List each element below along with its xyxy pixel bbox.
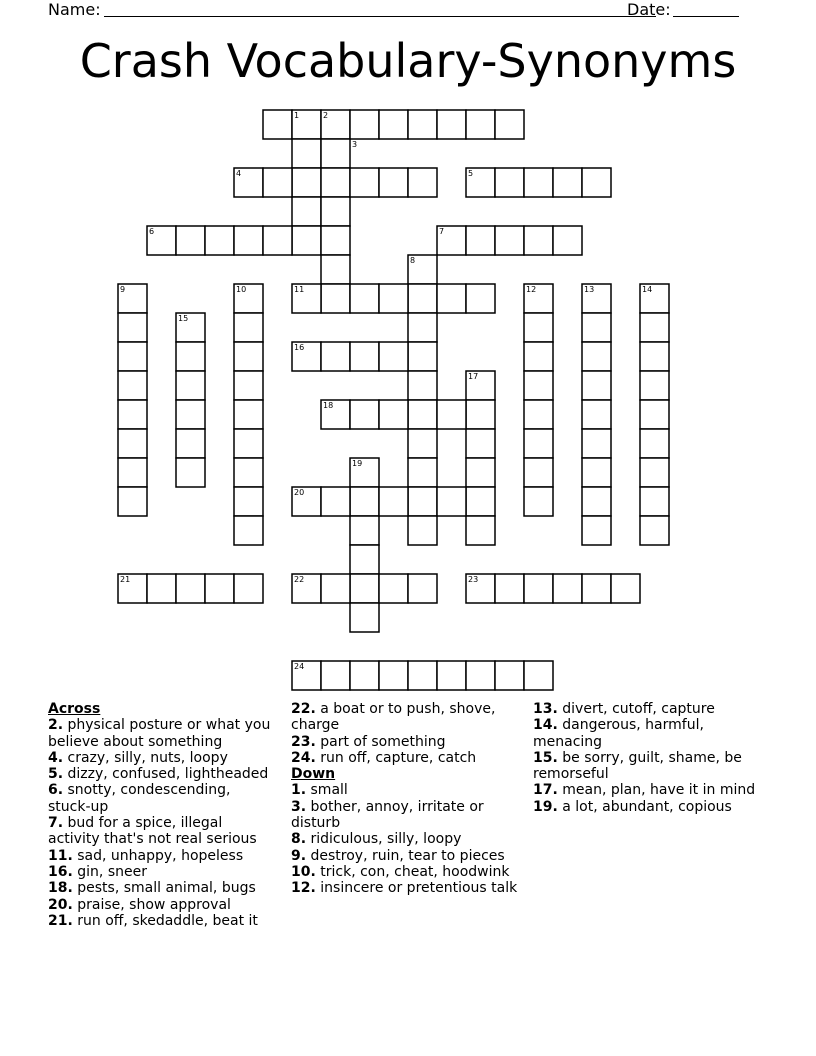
clue-item	[48, 750, 276, 766]
cell-number: 11	[294, 285, 305, 294]
grid-cell[interactable]	[321, 255, 350, 284]
clue-text: be sorry, guilt, shame, be remorseful	[533, 749, 742, 783]
grid-cell[interactable]	[176, 429, 205, 458]
clue-item	[291, 799, 521, 832]
grid-cell[interactable]	[321, 661, 350, 690]
grid-cell[interactable]	[379, 661, 408, 690]
grid-cell[interactable]	[292, 197, 321, 226]
grid-cell[interactable]	[379, 168, 408, 197]
grid-cell[interactable]	[408, 516, 437, 545]
clue-item	[48, 913, 276, 929]
grid-cell[interactable]	[466, 400, 495, 429]
clue-text: part of something	[315, 733, 446, 750]
grid-cell[interactable]	[524, 487, 553, 516]
clue-text: a lot, abundant, copious	[557, 798, 732, 815]
grid-cell[interactable]	[350, 545, 379, 574]
grid-cell[interactable]	[379, 110, 408, 139]
clue-number: 24.	[291, 749, 316, 766]
clue-number: 16.	[48, 863, 73, 880]
grid-cell[interactable]	[466, 429, 495, 458]
grid-cell[interactable]	[408, 284, 437, 313]
across-clue-list-continued	[291, 701, 521, 766]
grid-cell[interactable]	[495, 574, 524, 603]
grid-cell[interactable]	[147, 574, 176, 603]
grid-cell[interactable]	[466, 661, 495, 690]
grid-cell[interactable]	[524, 458, 553, 487]
grid-cell[interactable]	[234, 400, 263, 429]
grid-cell[interactable]	[350, 284, 379, 313]
clue-number: 13.	[533, 701, 558, 717]
clue-item	[48, 815, 276, 848]
clue-item	[48, 864, 276, 880]
cell-number: 2	[323, 111, 329, 120]
page-title: Crash Vocabulary-Synonyms	[79, 34, 737, 88]
grid-cell[interactable]	[234, 226, 263, 255]
grid-cell[interactable]	[495, 110, 524, 139]
grid-cell[interactable]	[321, 342, 350, 371]
grid-cell[interactable]	[524, 226, 553, 255]
clue-text: pests, small animal, bugs	[72, 880, 256, 897]
grid-cell[interactable]	[524, 313, 553, 342]
grid-cell[interactable]	[437, 110, 466, 139]
grid-cell[interactable]	[350, 110, 379, 139]
cell-number: 23	[468, 575, 479, 584]
grid-cell[interactable]	[234, 429, 263, 458]
clue-text: sad, unhappy, hopeless	[72, 847, 244, 864]
grid-cell[interactable]	[205, 574, 234, 603]
clue-item	[533, 782, 773, 798]
grid-cell[interactable]	[118, 458, 147, 487]
grid-cell[interactable]	[321, 284, 350, 313]
clue-number: 3.	[291, 798, 307, 815]
clue-number: 1.	[291, 782, 307, 799]
grid-cell[interactable]	[292, 226, 321, 255]
clue-item	[48, 880, 276, 896]
clue-number: 17.	[533, 782, 558, 799]
grid-cell[interactable]	[524, 168, 553, 197]
grid-cell[interactable]	[640, 487, 669, 516]
grid-cell[interactable]	[408, 429, 437, 458]
grid-cell[interactable]	[176, 400, 205, 429]
grid-cell[interactable]	[321, 487, 350, 516]
grid-cell[interactable]	[263, 110, 292, 139]
clue-item	[291, 750, 521, 766]
grid-cell[interactable]	[379, 574, 408, 603]
grid-cell[interactable]	[292, 168, 321, 197]
grid-cell[interactable]	[466, 458, 495, 487]
grid-cell[interactable]	[495, 168, 524, 197]
grid-cell[interactable]	[408, 110, 437, 139]
cell-number: 8	[410, 256, 416, 265]
clue-text: crazy, silly, nuts, loopy	[63, 749, 228, 766]
clue-text: physical posture or what you believe about something	[48, 717, 271, 750]
grid-cell[interactable]	[350, 661, 379, 690]
grid-cell[interactable]	[437, 400, 466, 429]
down-heading: Down	[291, 766, 336, 783]
cell-number: 5	[468, 169, 474, 178]
clue-number: 15.	[533, 749, 558, 766]
cell-number: 20	[294, 488, 305, 497]
grid-cell[interactable]	[640, 458, 669, 487]
clue-number: 23.	[291, 733, 316, 750]
clue-text: small	[306, 782, 348, 799]
clue-item	[291, 848, 521, 864]
clue-text: mean, plan, have it in mind	[557, 782, 756, 799]
clue-text: run off, capture, catch	[315, 749, 477, 766]
grid-cell[interactable]	[640, 313, 669, 342]
grid-cell[interactable]	[379, 342, 408, 371]
clue-text: dangerous, harmful, menacing	[533, 717, 704, 750]
clues-column-1	[48, 701, 276, 929]
grid-cell[interactable]	[466, 487, 495, 516]
cell-number: 1	[294, 111, 300, 120]
clue-item	[48, 717, 276, 750]
clue-item	[291, 831, 521, 847]
clue-number: 9.	[291, 847, 307, 864]
grid-cell[interactable]	[234, 342, 263, 371]
clue-number: 18.	[48, 880, 73, 897]
grid-cell[interactable]	[321, 574, 350, 603]
clue-item	[291, 734, 521, 750]
clue-item	[291, 880, 521, 896]
cell-number: 22	[294, 575, 305, 584]
clue-text: divert, cutoff, capture	[557, 701, 715, 717]
grid-cell[interactable]	[466, 226, 495, 255]
grid-cell[interactable]	[640, 371, 669, 400]
grid-cell[interactable]	[408, 168, 437, 197]
clue-number: 21.	[48, 912, 73, 929]
grid-cell[interactable]	[118, 429, 147, 458]
grid-cell[interactable]	[582, 429, 611, 458]
grid-cell[interactable]	[582, 400, 611, 429]
grid-cell[interactable]	[118, 313, 147, 342]
grid-cell[interactable]	[408, 371, 437, 400]
grid-cell[interactable]	[437, 661, 466, 690]
grid-cell[interactable]	[582, 574, 611, 603]
cell-number: 4	[236, 169, 242, 178]
grid-cell[interactable]	[466, 516, 495, 545]
grid-cell[interactable]	[350, 168, 379, 197]
grid-cell[interactable]	[553, 168, 582, 197]
grid-cell[interactable]	[350, 516, 379, 545]
clue-text: snotty, condescending, stuck-up	[48, 782, 231, 815]
across-clue-list	[48, 717, 276, 929]
grid-cell[interactable]	[118, 342, 147, 371]
clue-text: bother, annoy, irritate or disturb	[291, 798, 484, 832]
cell-number: 3	[352, 140, 358, 149]
grid-cell[interactable]	[437, 284, 466, 313]
grid-cell[interactable]	[234, 371, 263, 400]
date-label: Date:	[627, 0, 671, 19]
grid-cell[interactable]	[524, 661, 553, 690]
grid-cell[interactable]	[553, 226, 582, 255]
grid-cell[interactable]	[582, 313, 611, 342]
grid-cell[interactable]	[466, 284, 495, 313]
grid-cell[interactable]	[263, 226, 292, 255]
grid-cell[interactable]	[321, 226, 350, 255]
clue-text: bud for a spice, illegal activity that's not real serious	[48, 815, 257, 848]
clue-text: destroy, ruin, tear to pieces	[306, 847, 505, 864]
grid-cell[interactable]	[350, 400, 379, 429]
cell-number: 12	[526, 285, 537, 294]
clue-number: 2.	[48, 717, 64, 734]
grid-cell[interactable]	[350, 574, 379, 603]
cell-number: 21	[120, 575, 131, 584]
grid-cell[interactable]	[379, 400, 408, 429]
clue-item	[533, 717, 773, 750]
cell-number: 14	[642, 285, 653, 294]
clue-text: dizzy, confused, lightheaded	[63, 766, 269, 783]
name-label: Name:	[48, 0, 101, 19]
grid-cell[interactable]	[321, 168, 350, 197]
across-heading: Across	[48, 701, 101, 717]
grid-cell[interactable]	[495, 226, 524, 255]
cell-number: 15	[178, 314, 189, 323]
clue-text: a boat or to push, shove, charge	[291, 701, 496, 734]
clue-item	[48, 897, 276, 913]
clue-item	[48, 848, 276, 864]
grid-cell[interactable]	[118, 487, 147, 516]
clue-number: 8.	[291, 831, 307, 848]
clue-item	[533, 799, 773, 815]
clue-number: 22.	[291, 701, 316, 717]
grid-cell[interactable]	[437, 487, 466, 516]
clue-number: 14.	[533, 717, 558, 734]
grid-cell[interactable]	[611, 574, 640, 603]
grid-cell[interactable]	[321, 139, 350, 168]
grid-cell[interactable]	[524, 429, 553, 458]
clue-text: praise, show approval	[72, 896, 231, 913]
cell-number: 13	[584, 285, 595, 294]
grid-cell[interactable]	[408, 458, 437, 487]
cell-number: 10	[236, 285, 247, 294]
clue-text: gin, sneer	[72, 863, 147, 880]
grid-cell[interactable]	[234, 458, 263, 487]
grid-cell[interactable]	[524, 400, 553, 429]
grid-cell[interactable]	[524, 342, 553, 371]
grid-cell[interactable]	[582, 458, 611, 487]
grid-cell[interactable]	[321, 197, 350, 226]
grid-cell[interactable]	[640, 400, 669, 429]
down-clue-list	[291, 782, 521, 896]
cell-number: 19	[352, 459, 363, 468]
grid-cell[interactable]	[379, 284, 408, 313]
cell-number: 18	[323, 401, 334, 410]
grid-cell[interactable]	[582, 168, 611, 197]
grid-cell[interactable]	[582, 371, 611, 400]
grid-cell[interactable]	[524, 371, 553, 400]
grid-cell[interactable]	[350, 603, 379, 632]
grid-cell[interactable]	[466, 110, 495, 139]
grid-cell[interactable]	[379, 487, 408, 516]
grid-cell[interactable]	[234, 574, 263, 603]
grid-cell[interactable]	[640, 342, 669, 371]
clues-column-3	[533, 701, 773, 815]
grid-cell[interactable]	[408, 487, 437, 516]
clue-item	[533, 701, 773, 717]
clue-text: ridiculous, silly, loopy	[306, 831, 462, 848]
grid-cell[interactable]	[408, 342, 437, 371]
clue-number: 20.	[48, 896, 73, 913]
grid-cell[interactable]	[176, 342, 205, 371]
cell-number: 16	[294, 343, 305, 352]
grid-cell[interactable]	[640, 516, 669, 545]
cell-number: 24	[294, 662, 305, 671]
grid-cell[interactable]	[524, 574, 553, 603]
grid-cell[interactable]	[582, 516, 611, 545]
grid-cell[interactable]	[640, 429, 669, 458]
clue-item	[291, 864, 521, 880]
grid-cell[interactable]	[408, 313, 437, 342]
grid-cell[interactable]	[176, 574, 205, 603]
grid-cell[interactable]	[582, 342, 611, 371]
clue-number: 7.	[48, 815, 64, 832]
grid-cell[interactable]	[263, 168, 292, 197]
grid-cell[interactable]	[350, 487, 379, 516]
clues-column-2	[291, 701, 521, 897]
grid-cell[interactable]	[118, 371, 147, 400]
clue-item	[291, 782, 521, 798]
clue-number: 10.	[291, 863, 316, 880]
grid-cell[interactable]	[205, 226, 234, 255]
grid-cell[interactable]	[234, 516, 263, 545]
clue-item	[291, 701, 521, 734]
cell-number: 6	[149, 227, 155, 236]
grid-cell[interactable]	[176, 458, 205, 487]
grid-cell[interactable]	[495, 661, 524, 690]
grid-cell[interactable]	[408, 574, 437, 603]
grid-cell[interactable]	[553, 574, 582, 603]
clue-text: insincere or pretentious talk	[315, 880, 518, 897]
clue-number: 19.	[533, 798, 558, 815]
clue-item	[48, 782, 276, 815]
clue-text: trick, con, cheat, hoodwink	[315, 863, 510, 880]
grid-cell[interactable]	[350, 342, 379, 371]
grid-cell[interactable]	[176, 226, 205, 255]
grid-cell[interactable]	[118, 400, 147, 429]
grid-cell[interactable]	[582, 487, 611, 516]
clue-number: 6.	[48, 782, 64, 799]
grid-cell[interactable]	[234, 487, 263, 516]
grid-cell[interactable]	[292, 139, 321, 168]
grid-cell[interactable]	[234, 313, 263, 342]
clue-number: 11.	[48, 847, 73, 864]
clue-number: 12.	[291, 880, 316, 897]
clue-item	[48, 766, 276, 782]
grid-cell[interactable]	[408, 661, 437, 690]
down-clue-list-continued	[533, 701, 773, 815]
cell-number: 7	[439, 227, 445, 236]
clue-number: 4.	[48, 749, 64, 766]
clue-text: run off, skedaddle, beat it	[72, 912, 258, 929]
clue-number: 5.	[48, 766, 64, 783]
grid-cell[interactable]	[176, 371, 205, 400]
cell-number: 17	[468, 372, 479, 381]
grid-cell[interactable]	[408, 400, 437, 429]
clue-item	[533, 750, 773, 783]
cell-number: 9	[120, 285, 126, 294]
